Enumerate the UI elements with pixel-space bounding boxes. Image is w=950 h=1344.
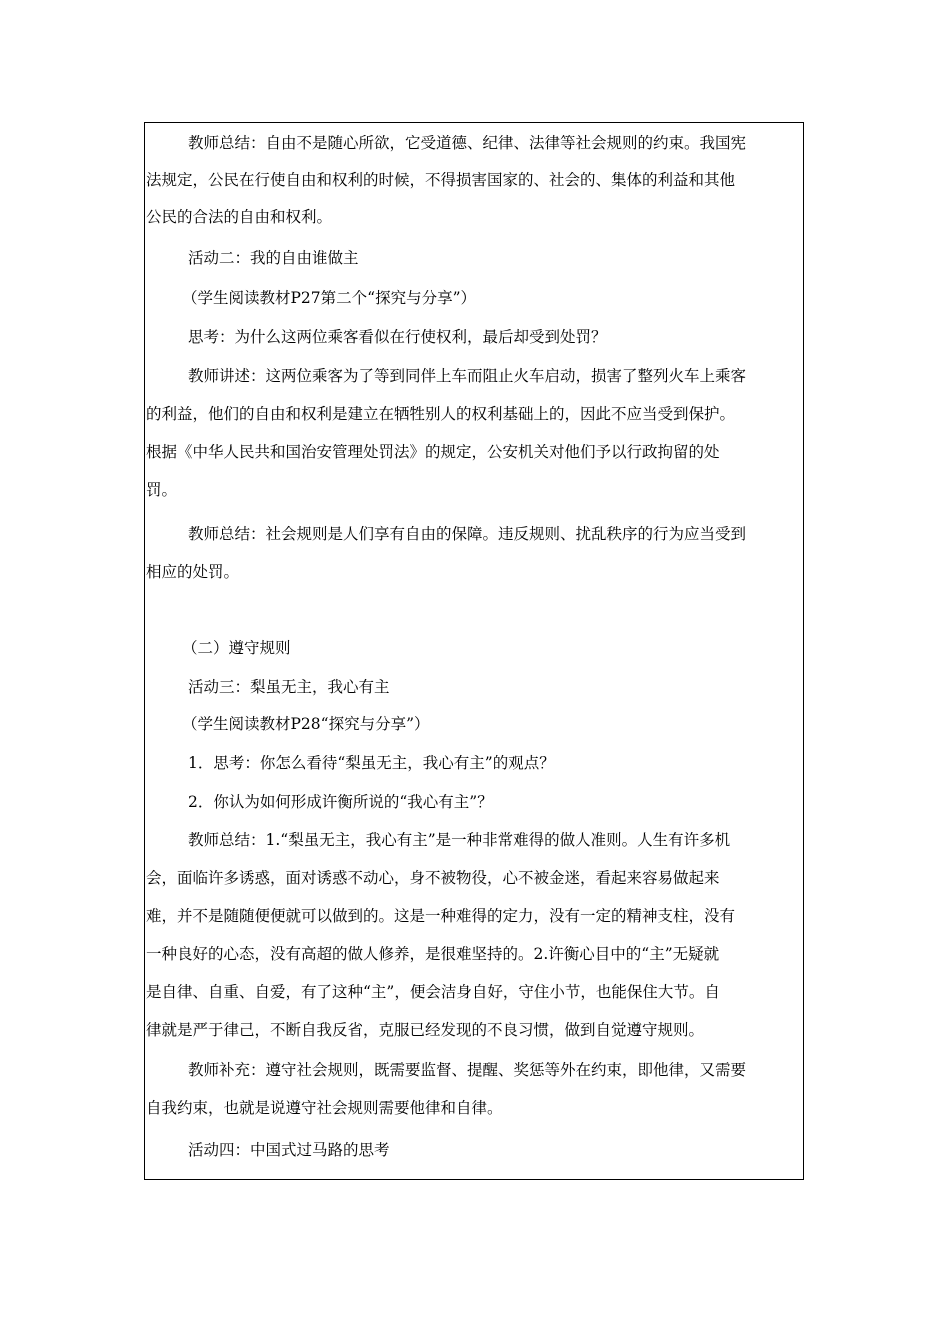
- activity-2-heading: 活动二：我的自由谁做主: [188, 249, 359, 267]
- activity-4-heading: 活动四：中国式过马路的思考: [188, 1141, 390, 1159]
- activity-3-question-2: 2．你认为如何形成许衡所说的“我心有主”？: [188, 793, 493, 811]
- activity-2-question: 思考：为什么这两位乘客看似在行使权利，最后却受到处罚？: [188, 328, 607, 346]
- activity-3-heading: 活动三：梨虽无主，我心有主: [188, 678, 390, 696]
- para-teacher-summary-1-line-1: 教师总结：自由不是随心所欲，它受道德、纪律、法律等社会规则的约束。我国宪: [188, 134, 747, 152]
- para-teacher-narration-line-3: 根据《中华人民共和国治安管理处罚法》的规定，公安机关对他们予以行政拘留的处: [146, 443, 720, 461]
- para-teacher-summary-3-line-5: 是自律、自重、自爱，有了这种“主”，便会洁身自好，守住小节，也能保住大节。自: [146, 983, 720, 1001]
- para-teacher-narration-line-1: 教师讲述：这两位乘客为了等到同伴上车而阻止火车启动，损害了整列火车上乘客: [188, 367, 747, 385]
- para-teacher-summary-1-line-2: 法规定，公民在行使自由和权利的时候，不得损害国家的、社会的、集体的利益和其他: [146, 171, 736, 189]
- para-teacher-supplement-line-2: 自我约束，也就是说遵守社会规则需要他律和自律。: [146, 1099, 503, 1117]
- para-teacher-narration-line-2: 的利益，他们的自由和权利是建立在牺牲别人的权利基础上的，因此不应当受到保护。: [146, 405, 736, 423]
- para-teacher-supplement-line-1: 教师补充：遵守社会规则，既需要监督、提醒、奖惩等外在约束，即他律，又需要: [188, 1061, 747, 1079]
- section-2-heading: （二）遵守规则: [182, 639, 291, 657]
- para-teacher-summary-3-line-3: 难，并不是随随便便就可以做到的。这是一种难得的定力，没有一定的精神支柱，没有: [146, 907, 736, 925]
- para-teacher-summary-2-line-2: 相应的处罚。: [146, 563, 240, 581]
- para-teacher-summary-3-line-4: 一种良好的心态，没有高超的做人修养，是很难坚持的。2.许衡心目中的“主”无疑就: [146, 945, 720, 963]
- activity-3-reading: （学生阅读教材P28“探究与分享”）: [182, 715, 430, 733]
- para-teacher-summary-2-line-1: 教师总结：社会规则是人们享有自由的保障。违反规则、扰乱秩序的行为应当受到: [188, 525, 747, 543]
- para-teacher-summary-3-line-1: 教师总结：1.“梨虽无主，我心有主”是一种非常难得的做人准则。人生有许多机: [188, 831, 731, 849]
- para-teacher-summary-3-line-2: 会，面临许多诱惑，面对诱惑不动心，身不被物役，心不被金迷，看起来容易做起来: [146, 869, 720, 887]
- para-teacher-narration-line-4: 罚。: [146, 481, 178, 499]
- activity-3-question-1: 1．思考：你怎么看待“梨虽无主，我心有主”的观点？: [188, 754, 555, 772]
- activity-2-reading: （学生阅读教材P27第二个“探究与分享”）: [182, 289, 477, 307]
- para-teacher-summary-1-line-3: 公民的合法的自由和权利。: [146, 208, 333, 226]
- para-teacher-summary-3-line-6: 律就是严于律己，不断自我反省，克服已经发现的不良习惯，做到自觉遵守规则。: [146, 1021, 705, 1039]
